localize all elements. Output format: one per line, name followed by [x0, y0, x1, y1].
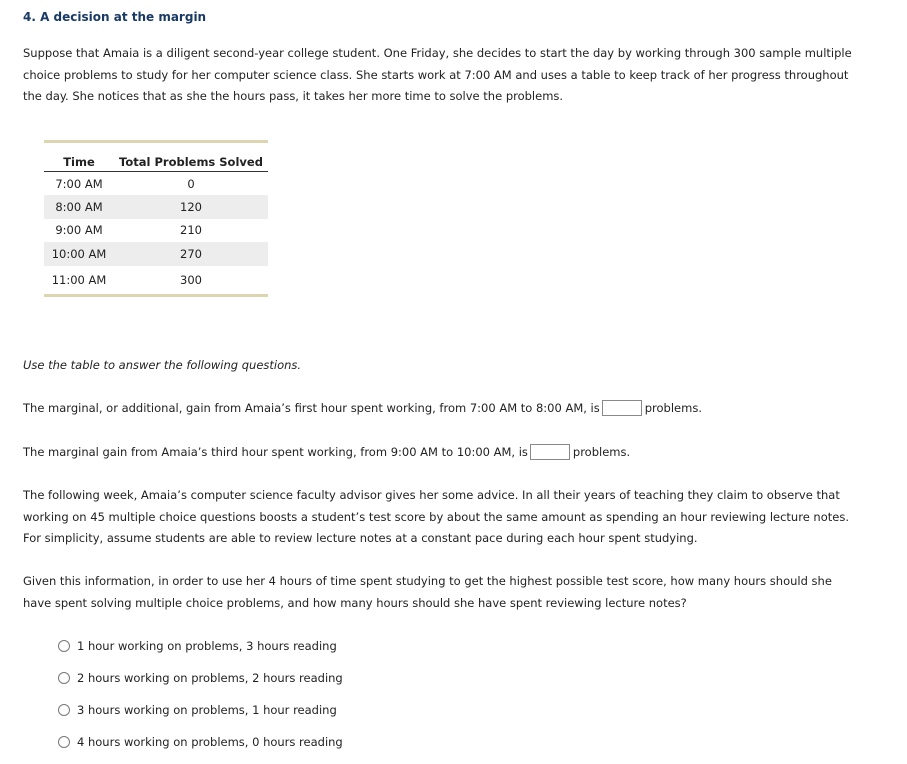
progress-table	[44, 140, 268, 297]
table-row	[44, 172, 268, 196]
answer-option-label: 4 hours working on problems, 0 hours reading	[77, 735, 343, 749]
radio-button-icon[interactable]	[58, 704, 70, 716]
answer-option-label: 1 hour working on problems, 3 hours reading	[77, 639, 337, 653]
question-2-text: The marginal gain from Amaia’s third hour spent working, from 9:00 AM to 10:00 AM, is	[23, 445, 528, 459]
table-row	[44, 242, 268, 265]
time-cell: 10:00 AM	[44, 242, 114, 265]
time-cell: 8:00 AM	[44, 195, 114, 218]
answer-options	[58, 630, 343, 758]
column-header-total-problems: Total Problems Solved	[114, 142, 268, 172]
table-row	[44, 195, 268, 218]
intro-paragraph: Suppose that Amaia is a diligent second-year college student. One Friday, she decides to start the day by working through 300 sample multiple choice problems to study for her computer science class. She starts work at 7:00 AM and uses a table to keep track of her progress throughout the day. She notices that as she the hours pass, it takes her more time to solve the problems.	[23, 46, 852, 103]
radio-button-icon[interactable]	[58, 640, 70, 652]
question-2-unit: problems.	[572, 445, 631, 459]
table-row	[44, 219, 268, 242]
table-header-row	[44, 142, 268, 172]
time-cell: 11:00 AM	[51, 272, 107, 287]
answer-option[interactable]	[58, 630, 343, 662]
question-2-answer-input[interactable]	[530, 444, 570, 460]
question-1-unit: problems.	[644, 401, 702, 415]
radio-button-icon[interactable]	[58, 672, 70, 684]
question-1-text: The marginal, or additional, gain from Amaia’s first hour spent working, from 7:00 AM to 8:00 AM, is	[23, 401, 600, 415]
time-cell: 7:00 AM	[55, 176, 103, 191]
given-question: Given this information, in order to use her 4 hours of time spent studying to get the highest possible test score, how many hours should she have spent solving multiple choice problems, and how many hours should she have spent reviewing lecture notes?	[23, 574, 832, 610]
problems-cell: 270	[114, 242, 268, 265]
answer-option[interactable]	[58, 694, 343, 726]
advice-paragraph: The following week, Amaia’s computer science faculty advisor gives her some advice. In all their years of teaching they claim to observe that working on 45 multiple choice questions boosts a student’s test score by about the same amount as spending an hour reviewing lecture notes. For simplicity, assume students are able to review lecture notes at a constant pace during each hour spent studying.	[23, 488, 849, 545]
time-cell: 9:00 AM	[55, 223, 103, 238]
answer-option-label: 3 hours working on problems, 1 hour reading	[77, 703, 337, 717]
column-header-time: Time	[44, 142, 114, 172]
table-row	[44, 266, 268, 296]
question-title: 4. A decision at the margin	[23, 10, 207, 24]
question-1	[23, 398, 853, 420]
answer-option[interactable]	[58, 662, 343, 694]
instruction-text: Use the table to answer the following questions.	[23, 358, 302, 372]
problems-cell: 210	[180, 223, 202, 238]
answer-option[interactable]	[58, 726, 343, 758]
question-1-answer-input[interactable]	[602, 400, 642, 416]
problems-cell: 0	[187, 176, 195, 191]
question-2	[23, 442, 853, 464]
problems-cell: 120	[114, 195, 268, 218]
answer-option-label: 2 hours working on problems, 2 hours reading	[77, 671, 343, 685]
radio-button-icon[interactable]	[58, 736, 70, 748]
problems-cell: 300	[180, 272, 202, 287]
